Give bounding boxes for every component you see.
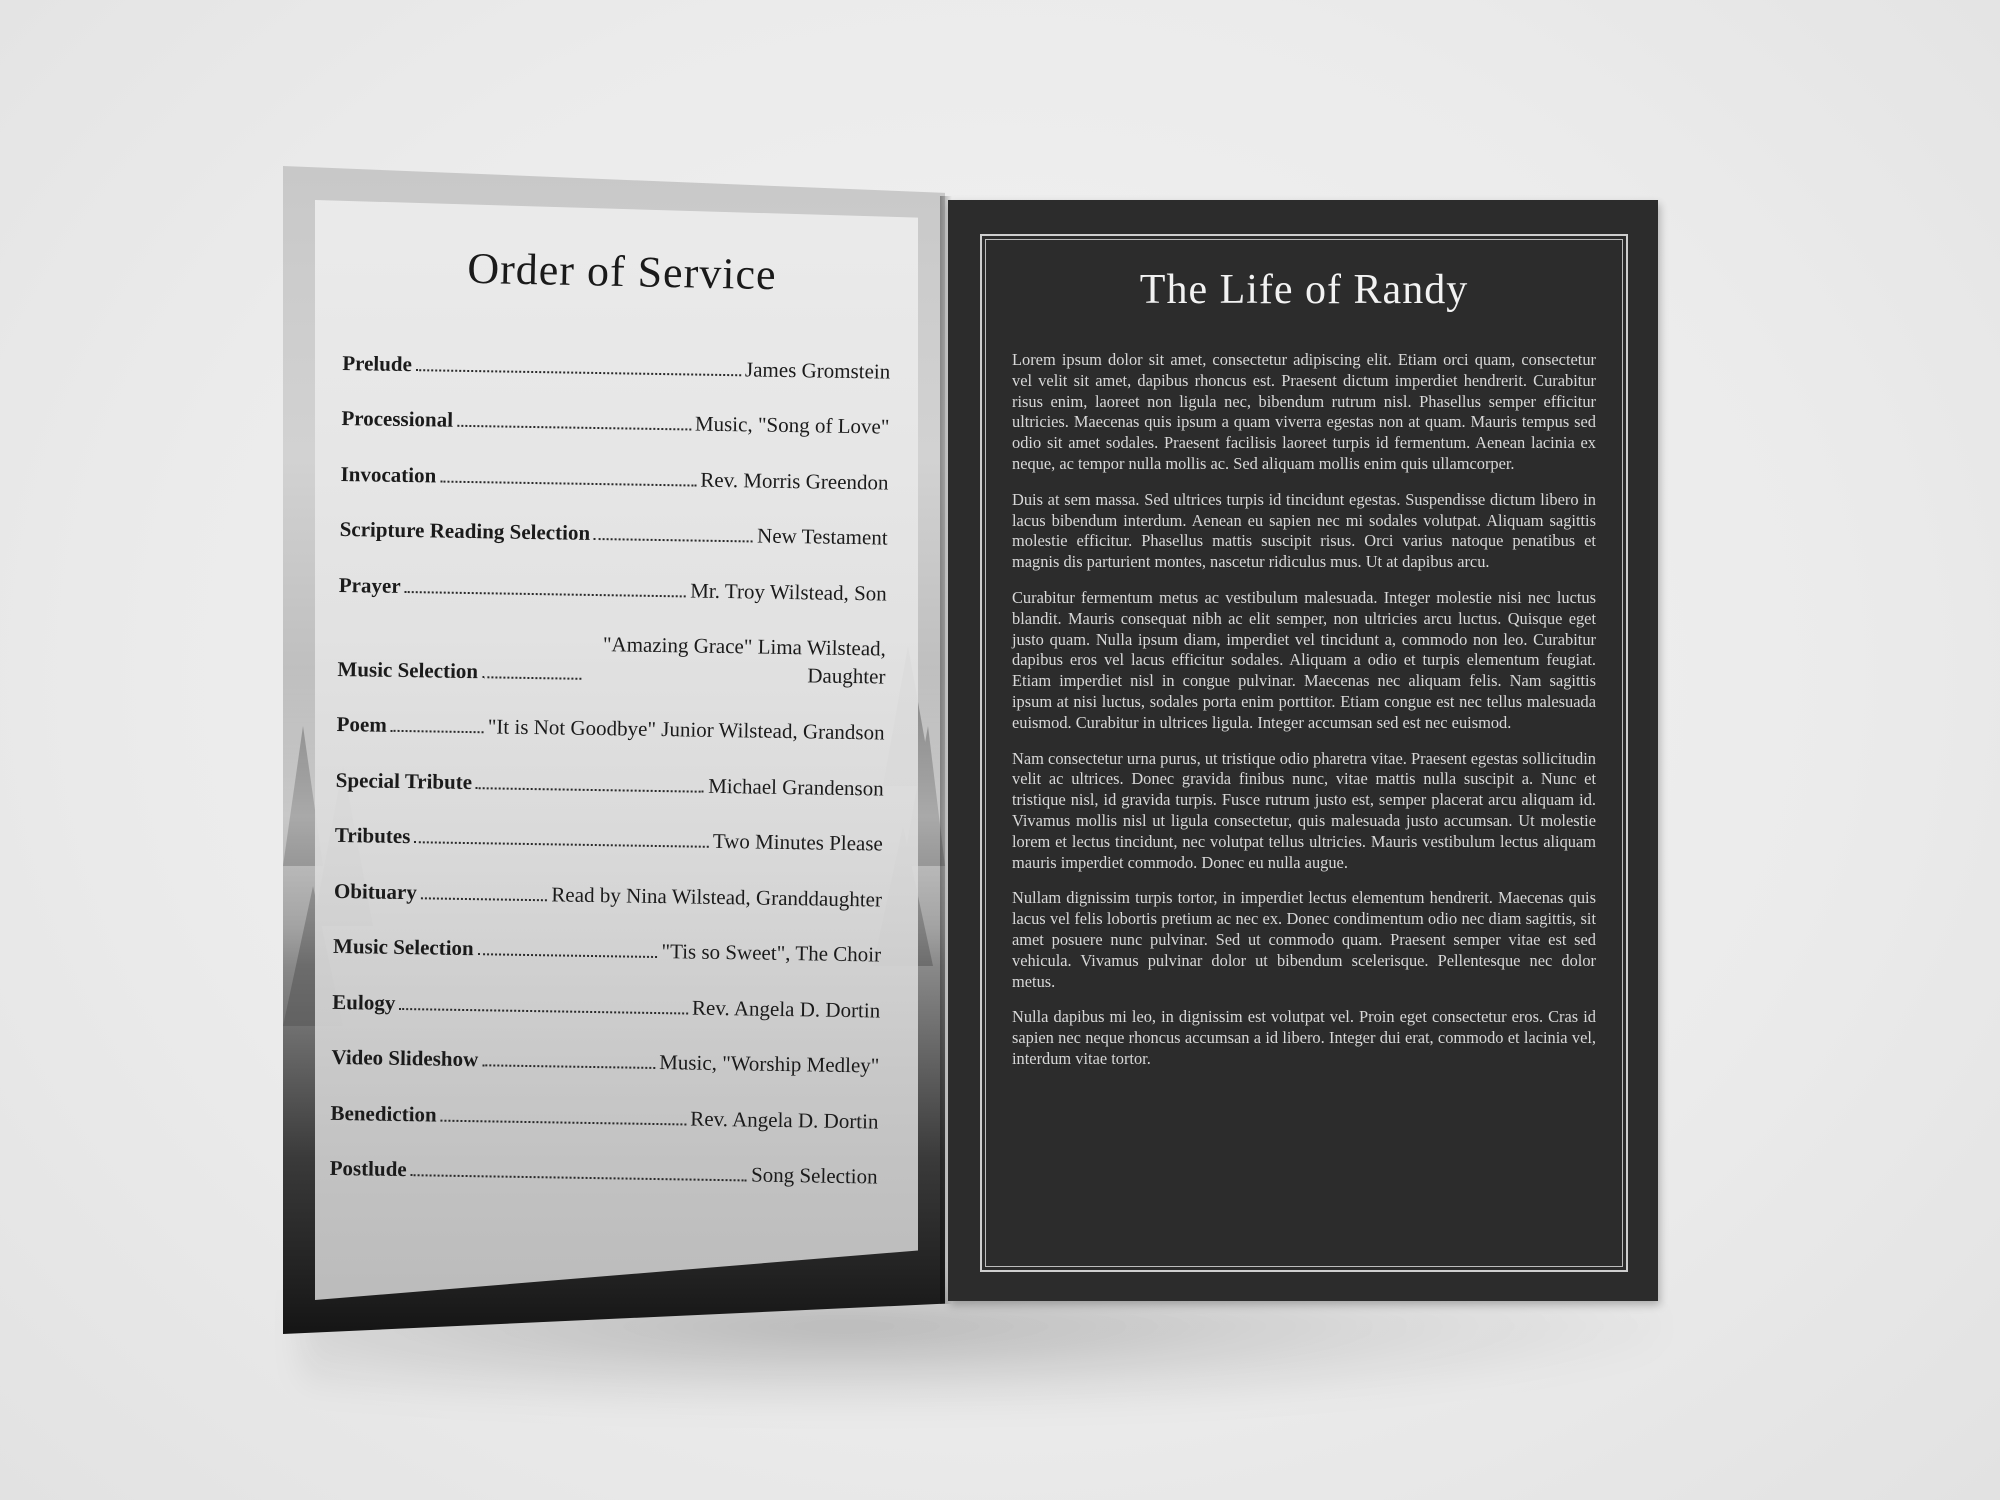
service-item-detail: Rev. Morris Greendon	[700, 467, 889, 495]
dot-leader	[391, 730, 484, 733]
dot-leader	[405, 591, 687, 597]
service-item	[336, 681, 885, 745]
service-item	[340, 486, 889, 550]
service-item-label: Poem	[336, 711, 387, 737]
dot-leader	[441, 1119, 687, 1125]
service-item-detail: "It is Not Goodbye" Junior Wilstead, Grandson	[487, 714, 885, 745]
service-item-label: Prelude	[342, 350, 413, 376]
dot-leader	[594, 538, 753, 542]
service-item-label: Tributes	[334, 822, 411, 849]
service-item-label: Postlude	[329, 1155, 407, 1182]
service-item-label: Prayer	[338, 572, 401, 598]
service-item-label: Invocation	[340, 461, 437, 487]
life-story-body	[1012, 350, 1596, 1085]
service-item-detail: Music, "Song of Love"	[694, 411, 890, 439]
service-item	[331, 1014, 880, 1078]
service-item	[339, 542, 888, 606]
service-item-label: Special Tribute	[335, 767, 473, 794]
service-item-label: Obituary	[333, 878, 418, 904]
service-item	[333, 903, 882, 967]
service-item-detail: Rev. Angela D. Dortin	[690, 1106, 879, 1134]
life-story-paragraph: Lorem ipsum dolor sit amet, consectetur adipiscing elit. Etiam orci quam, consectetur vel velit sit amet, dapibus rhoncus est. Praesent dictum imperdiet hendrerit. Curabitur risus enim, laoreet non ligula nec, bibendum rutrum nisl. Phasellus semper efficitur ultricies. Maecenas quis ipsum a quam viverra egestas non at quam. Mauris tempus sed odio sit amet sodales. Praesent facilisis laoreet turpis id fermentum. Aenean lacinia ex neque, ac tempor nulla mollis ac. Sed aliquam mollis enim quis ullamcorper.	[1012, 350, 1596, 473]
service-item-label: Music Selection	[337, 656, 479, 683]
service-item-label: Processional	[341, 405, 454, 432]
order-of-service-title: Order of Service	[466, 243, 778, 300]
service-item	[335, 792, 884, 856]
service-item-detail: Rev. Angela D. Dortin	[691, 995, 881, 1023]
dot-leader	[440, 480, 696, 486]
dot-leader	[476, 787, 704, 793]
order-of-service-list	[329, 320, 890, 1190]
life-story-title: The Life of Randy	[1139, 267, 1469, 313]
service-item-detail: "Tis so Sweet", The Choir	[661, 939, 882, 967]
service-item	[334, 848, 883, 912]
service-item-detail: Read by Nina Wilstead, Granddaughter	[551, 881, 883, 912]
dot-leader	[416, 369, 741, 376]
service-item	[342, 320, 891, 384]
service-item-detail: "Amazing Grace" Lima Wilstead, Daughter	[602, 631, 887, 689]
life-story-paragraph: Nullam dignissim turpis tortor, in imperdiet lectus elementum hendrerit. Maecenas quis lacus vel felis lobortis pretium ac nec ex. Donec condimentum odio nec diam sagittis, sit amet posuere nunc pulvinar. Sed ut commodo quam. Praesent semper vitae est sed vehicula. Vivamus pulvinar dolor ut bibendum scelerisque. Pellentesque nec dolor metus.	[1012, 888, 1596, 991]
service-item	[340, 431, 889, 495]
dot-leader	[478, 953, 658, 958]
service-item-label: Music Selection	[332, 933, 474, 961]
service-item-detail: New Testament	[756, 523, 888, 550]
dot-leader	[411, 1174, 747, 1181]
service-item-detail: Mr. Troy Wilstead, Son	[690, 577, 887, 606]
dot-leader	[482, 1064, 655, 1069]
service-item	[337, 597, 886, 690]
service-item	[329, 1125, 878, 1189]
service-item-label: Video Slideshow	[331, 1044, 479, 1072]
service-item	[330, 1070, 879, 1134]
service-item	[341, 375, 890, 439]
service-item-detail: James Gromstein	[744, 356, 891, 384]
dot-leader	[414, 841, 709, 848]
service-item	[336, 737, 885, 801]
service-item-label: Benediction	[330, 1100, 437, 1127]
service-item-label: Scripture Reading Selection	[339, 516, 591, 545]
dot-leader	[421, 897, 548, 901]
life-story-paragraph: Nam consectetur urna purus, ut tristique odio pharetra vitae. Praesent egestas sollicitudin velit ac ultrices. Donec gravida finibus nunc, vitae mattis nulla suscipit a. Nunc et tristique nisl, id gravida turpis. Fusce rutrum justo est, semper placerat arcu aliquam id. Vivamus mollis nisl ut ligula consectetur, quis malesuada justo accumsan. Ut molestie lorem et lectus tincidunt, nec volutpat tellus ultricies. Mauris vestibulum lectus aliquam mauris imperdiet commodo. Donec eu nulla augue.	[1012, 748, 1596, 872]
life-story-paragraph: Nulla dapibus mi leo, in dignissim est volutpat vel. Proin eget consectetur eros. Cras id sapien nec neque rhoncus accumsan a id libero. Integer dui erat, commodo et lacinia vel, interdum vitae tortor.	[1012, 1007, 1596, 1068]
service-item-detail: Two Minutes Please	[712, 828, 884, 856]
service-item-detail: Michael Grandenson	[708, 773, 884, 801]
life-story-paragraph: Duis at sem massa. Sed ultrices turpis id tincidunt egestas. Suspendisse dictum libero in lacus bibendum interdum. Aenean eu sapien nec mi sodales volutpat. Aliquam sagittis molestie efficitur. Phasellus mattis suscipit risus. Orci varius natoque penatibus et magnis dis parturient montes, nascetur ridiculus mus. Ut at dapibus arcu.	[1012, 489, 1596, 572]
life-story-paragraph: Curabitur fermentum metus ac vestibulum malesuada. Integer molestie nisi nec luctus blandit. Mauris consequat nibh ac elit semper, non ultricies arcu luctus. Quisque eget justo quam. Nulla ipsum diam, imperdiet vel tincidunt a, commodo non leo. Curabitur dapibus eros vel lacus efficitur sodales. Aliquam a odio et turpis elementum feugiat. Etiam imperdiet nisl in congue pulvinar. Maecenas nec aliquam felis. Nam sagittis ipsum at nisi luctus, sodales porta enim porttitor. Etiam congue est nec tellus malesuada euismod. Curabitur in ultrices ligula. Integer accumsan sed est nec euismod.	[1012, 587, 1596, 732]
service-item-detail: Song Selection	[750, 1162, 878, 1189]
service-item-detail: Music, "Worship Medley"	[659, 1050, 880, 1078]
dot-leader	[482, 676, 581, 680]
service-item-label: Eulogy	[332, 989, 396, 1015]
dot-leader	[457, 425, 691, 431]
dot-leader	[399, 1007, 688, 1014]
service-item	[332, 959, 881, 1023]
